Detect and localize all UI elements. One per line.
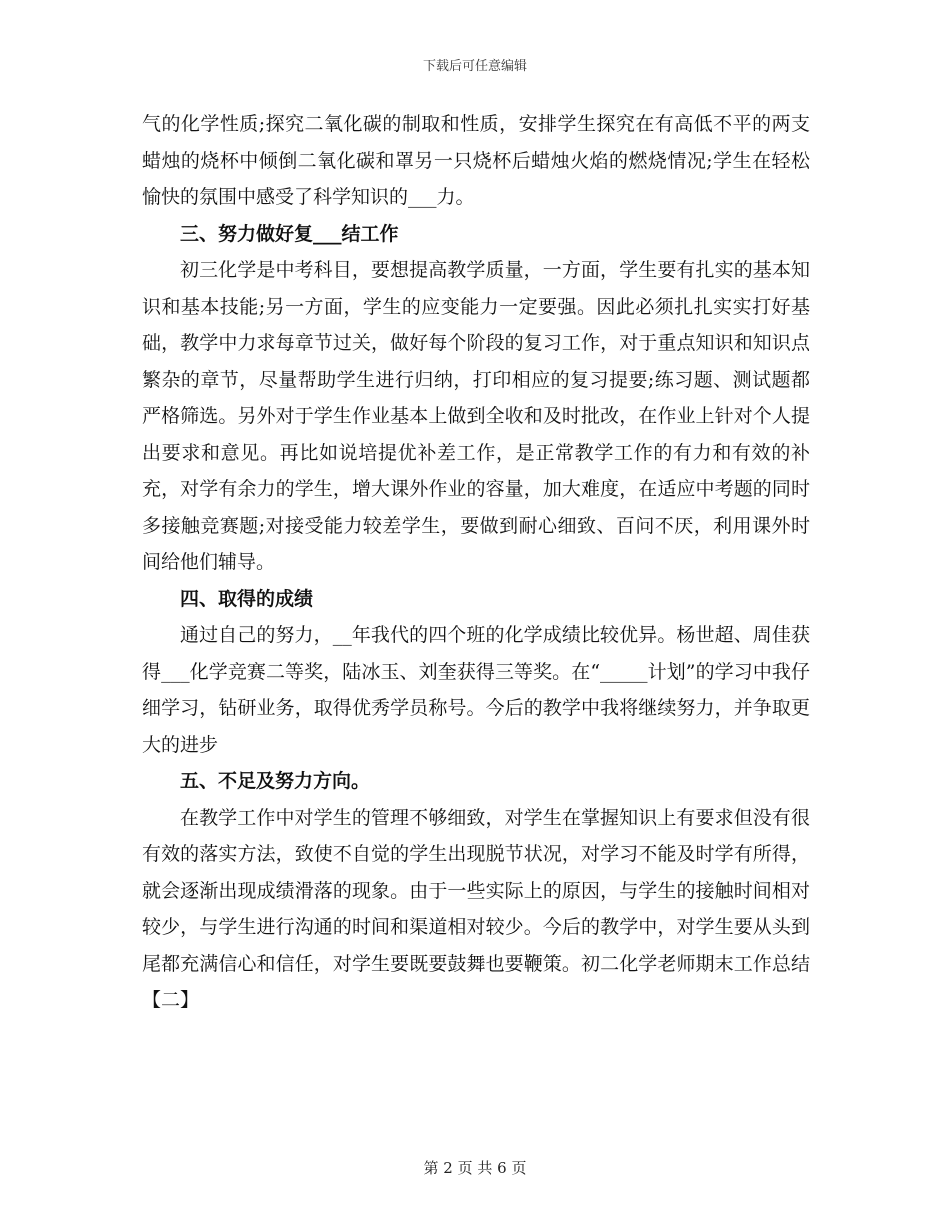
page-header: 下载后可任意编辑 (422, 59, 527, 74)
paragraph-continued: 气的化学性质;探究二氧化碳的制取和性质，安排学生探究在有高低不平的两支蜡烛的烧杯中倾倒二氧化碳和罩另一只烧杯后蜡烛火焰的燃烧情况;学生在轻松愉快的氛围中感受了科学知识的___力。 (142, 113, 810, 208)
section-heading-4: 四、取得的成绩 (180, 587, 314, 610)
paragraph-section-4: 通过自己的努力，__年我代的四个班的化学成绩比较优异。杨世超、周佳获得___化学竞赛二等奖，陆冰玉、刘奎获得三等奖。在“_____计划”的学习中我仔细学习，钻研业务，取得优秀学员称号。今后的教学中我将继续努力，并争取更大的进步 (142, 624, 810, 756)
document-body (142, 106, 810, 1019)
section-heading-3: 三、努力做好复___结工作 (180, 222, 399, 245)
paragraph-section-5: 在教学工作中对学生的管理不够细致，对学生在掌握知识上有要求但没有很有效的落实方法，致使不自觉的学生出现脱节状况，对学习不能及时学有所得，就会逐渐出现成绩滑落的现象。由于一些实际上的原因，与学生的接触时间相对较少，与学生进行沟通的时间和渠道相对较少。今后的教学中，对学生要从头到尾都充满信心和信任，对学生要既要鼓舞也要鞭策。初二化学老师期末工作总结【二】 (142, 806, 810, 1011)
section-heading-5: 五、不足及努力方向。 (180, 770, 371, 792)
paragraph-section-3: 初三化学是中考科目，要想提高教学质量，一方面，学生要有扎实的基本知识和基本技能;另一方面，学生的应变能力一定要强。因此必须扎扎实实打好基础，教学中力求每章节过关，做好每个阶段的复习工作，对于重点知识和知识点繁杂的章节，尽量帮助学生进行归纳，打印相应的复习提要;练习题、测试题都严格筛选。另外对于学生作业基本上做到全收和及时批改，在作业上针对个人提出要求和意见。再比如说培提优补差工作，是正常教学工作的有力和有效的补充，对学有余力的学生，增大课外作业的容量，加大难度，在适应中考题的同时多接触竞赛题;对接受能力较差学生，要做到耐心细致、百问不厌，利用课外时间给他们辅导。 (142, 259, 810, 573)
page-number-footer: 第 2 页 共 6 页 (423, 1159, 527, 1177)
